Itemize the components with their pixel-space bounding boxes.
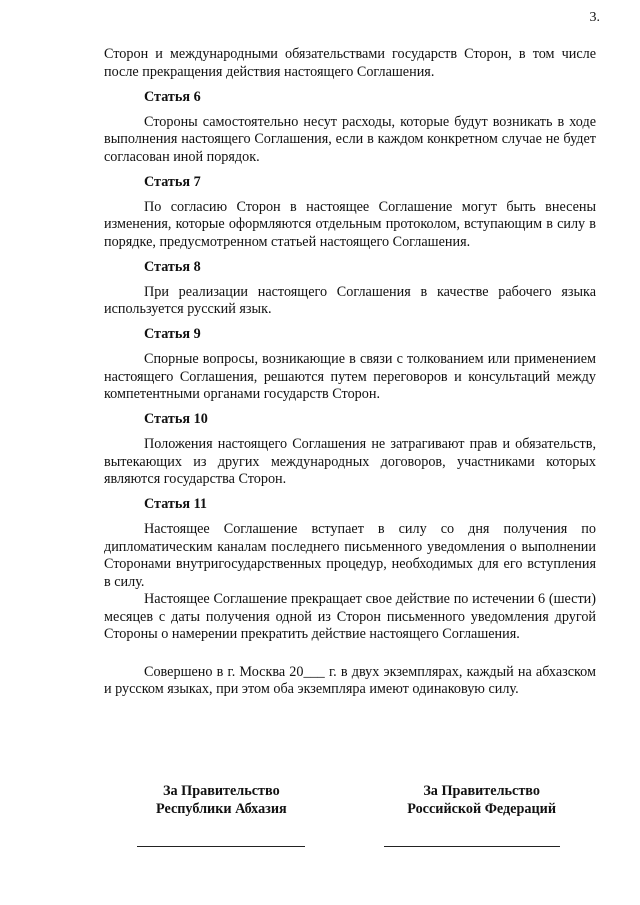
article-7-heading: Статья 7 — [144, 173, 201, 190]
closing-paragraph: Совершено в г. Москва 20___ г. в двух экземплярах, каждый на абхазском и русском языках, при этом оба экземпляра имеют одинаковую силу. — [104, 663, 596, 697]
article-9-heading: Статья 9 — [144, 326, 201, 342]
article-6-heading: Статья 6 — [144, 88, 201, 105]
signature-abkhazia-line1: За Правительство — [163, 783, 280, 799]
signature-abkhazia-line2: Республики Абхазия — [156, 801, 287, 817]
article-6-text: Стороны самостоятельно несут расходы, которые будут возникать в ходе выполнения настоящего Соглашения, если в каждом конкретном случае не будет согласован иной порядок. — [104, 113, 596, 165]
article-11-heading: Статья 11 — [144, 496, 208, 512]
article-11-text-1: Настоящее Соглашение вступает в силу со дня получения по дипломатическим каналам последнего письменного уведомления о выполнении Сторонами внутригосударственных процедур, необходимых для его вступления в силу. — [104, 521, 596, 590]
signature-line-left — [137, 846, 305, 847]
spacer — [104, 644, 596, 664]
article-10-heading: Статья 10 — [144, 411, 208, 427]
page-number: 3. — [589, 10, 600, 25]
document-body — [104, 46, 596, 699]
signature-block — [104, 782, 596, 818]
article-8-heading: Статья 8 — [144, 258, 201, 275]
article-7-text: По согласию Сторон в настоящее Соглашение могут быть внесены изменения, которые оформляются отдельным протоколом, вступающим в силу в порядке, предусмотренном статьей настоящего Соглашения. — [104, 198, 596, 250]
article-8-text: При реализации настоящего Соглашения в качестве рабочего языка используется русский язык. — [104, 283, 596, 317]
signature-russia-line2: Российской Федераций — [407, 801, 556, 817]
article-9-text: Спорные вопросы, возникающие в связи с толкованием или применением настоящего Соглашения, решаются путем переговоров и консультаций между компетентными органами государств Сторон. — [104, 351, 596, 402]
signature-line-right — [384, 846, 560, 847]
article-10-text: Положения настоящего Соглашения не затрагивают прав и обязательств, вытекающих из других международных договоров, участниками которых являются государства Сторон. — [104, 436, 596, 487]
signature-abkhazia — [156, 782, 287, 818]
article-11-text-2: Настоящее Соглашение прекращает свое действие по истечении 6 (шести) месяцев с даты получения одной из Сторон письменного уведомления другой Стороны о намерении прекратить действие настоящего Соглашения. — [104, 591, 596, 642]
signature-russia — [407, 782, 556, 818]
paragraph-continuation: Сторон и международными обязательствами государств Сторон, в том числе после прекращения действия настоящего Соглашения. — [104, 46, 596, 80]
signature-russia-line1: За Правительство — [423, 783, 540, 799]
